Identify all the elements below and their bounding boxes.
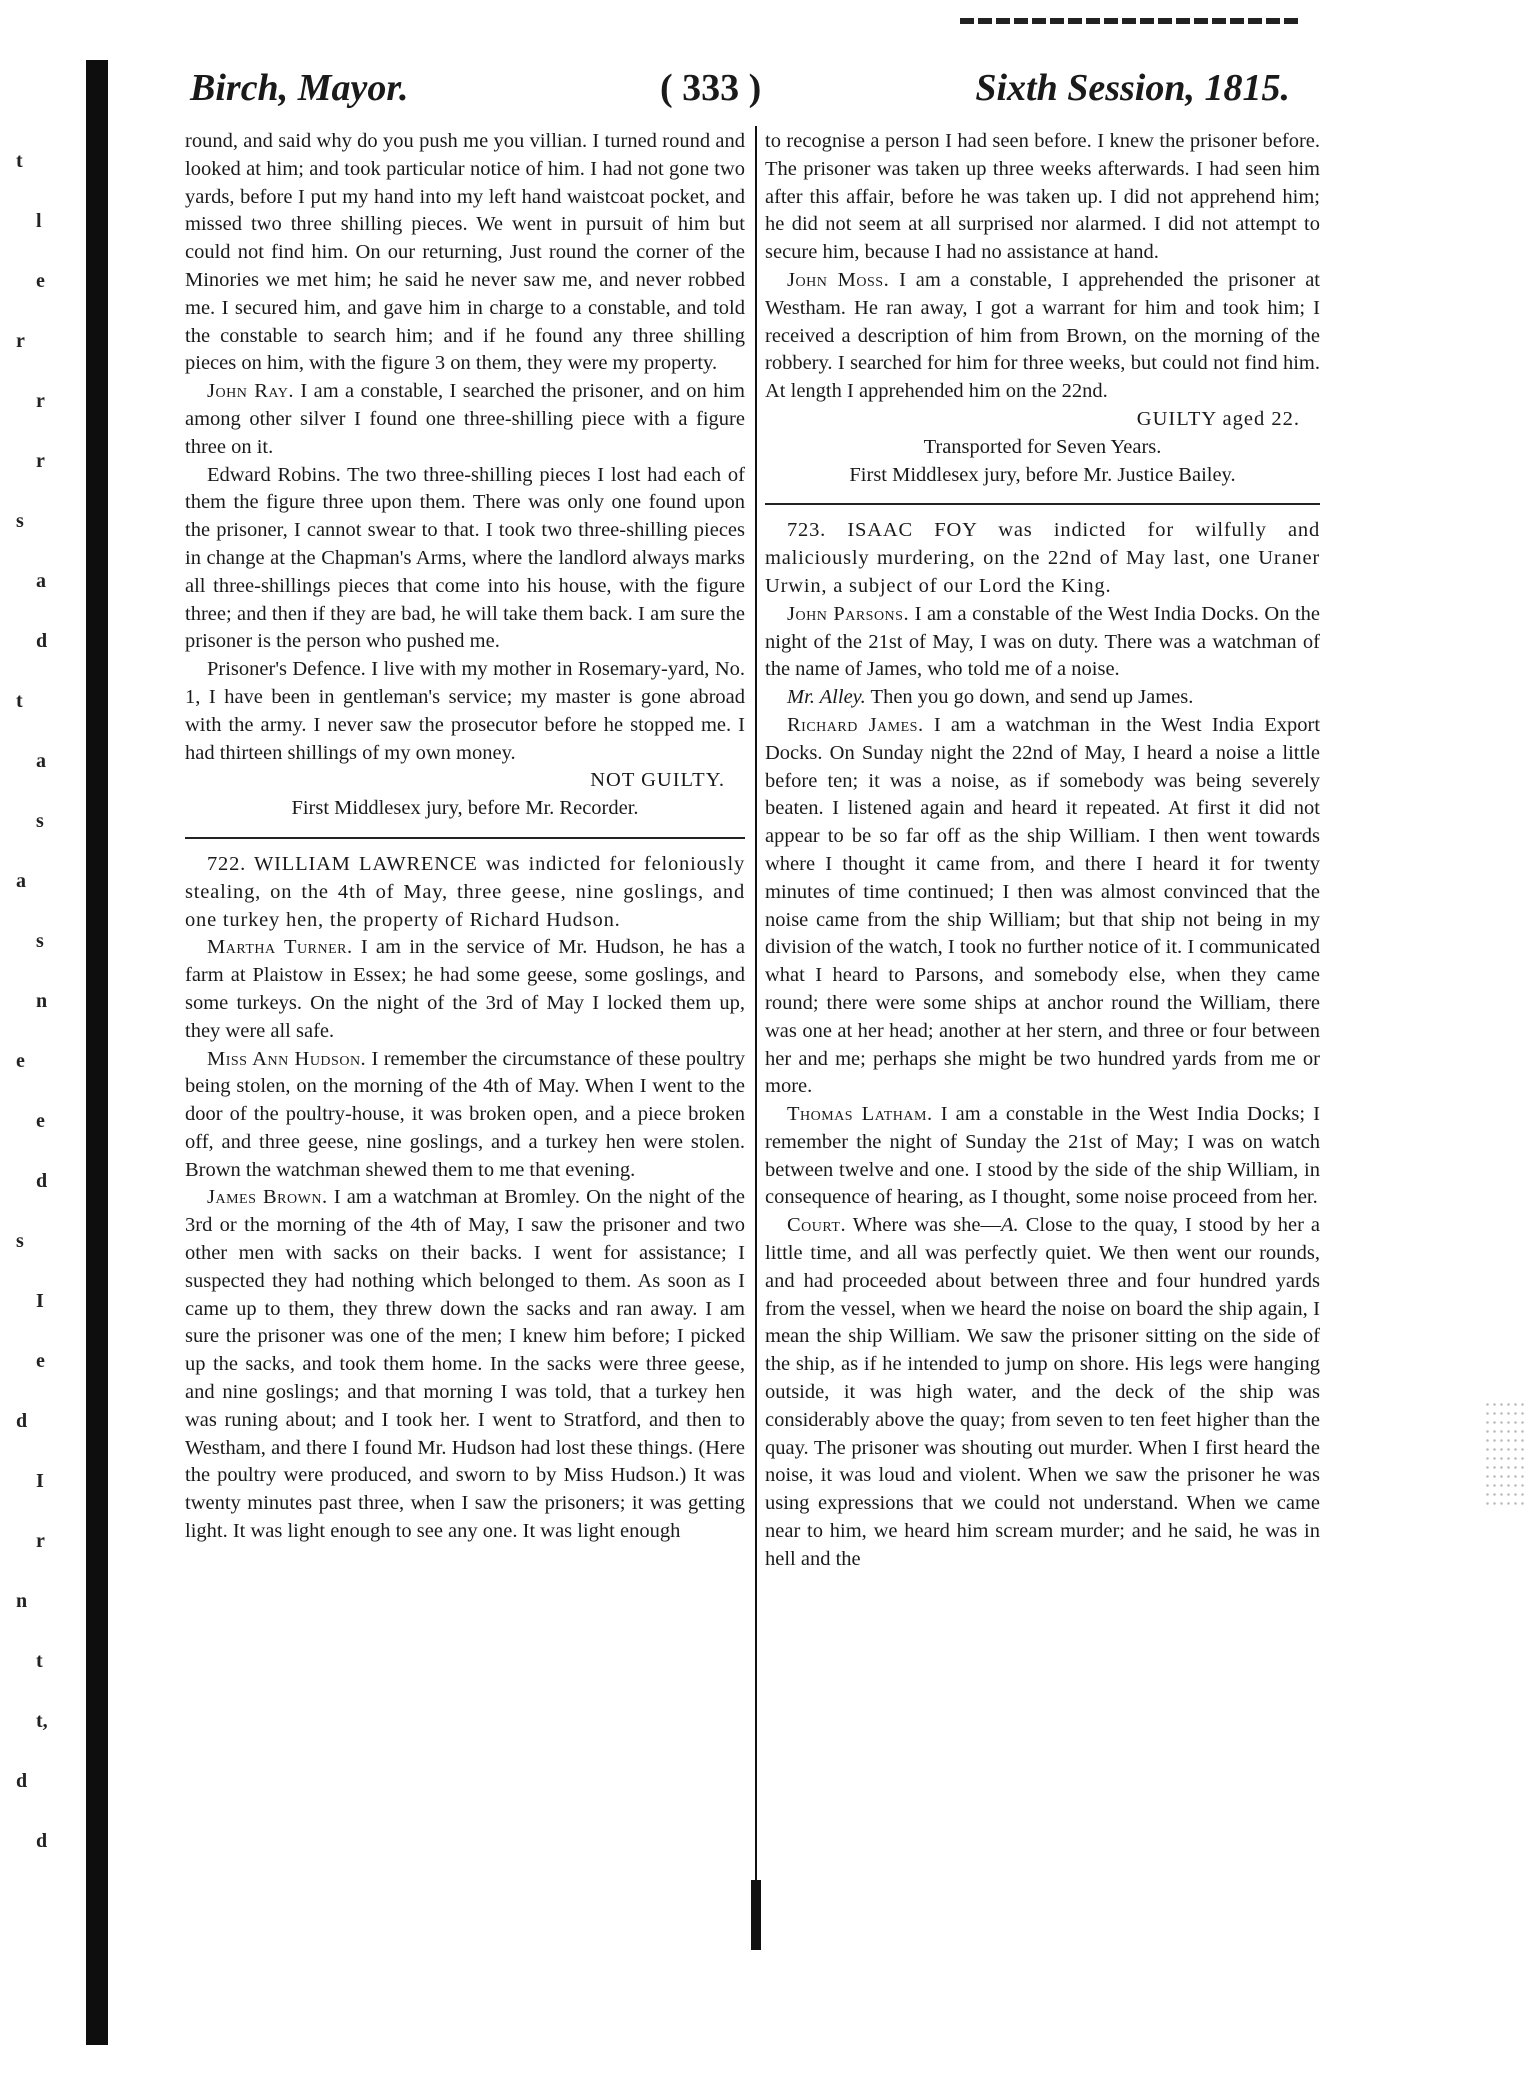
testimony: I am a constable, I apprehended the prisoner at Westham. He ran away, I got a warrant for him and took him; I received a description of him from Brown, on the morning of the robbery. I searched for him for three weeks, but could not find him. At length I apprehended him on the 22nd. [765, 268, 1320, 403]
gutter-fragment: d [36, 1830, 48, 1852]
testimony: I live with my mother in Rosemary-yard, No. 1, I have been in gentleman's service; my master is gone abroad with the army. I never saw the prosecutor before he stopped me. I had thirteen shillings of my own money. [185, 658, 746, 764]
top-edge-mark [960, 18, 1300, 24]
gutter-fragment: a [36, 570, 46, 592]
gutter-fragment: r [36, 390, 45, 412]
paragraph [765, 712, 1320, 1101]
gutter-fragment: e [36, 1350, 45, 1372]
speaker-name: Martha Turner. [207, 936, 353, 959]
gutter-fragment: d [16, 1770, 28, 1792]
gutter-fragment: s [36, 930, 44, 952]
gutter-fragment: d [36, 630, 48, 652]
speaker-name: Mr. Alley. [787, 686, 866, 709]
gutter-fragment: r [16, 330, 25, 352]
gutter-fragment: e [36, 1110, 45, 1132]
case-separator [185, 837, 745, 839]
gutter-fragment: s [16, 1230, 24, 1252]
testimony: Close to the quay, I stood by her a little time, and all was perfectly quiet. We then went our rounds, and had proceeded about between three and four hundred yards from the vessel, when we heard the noise on board the ship again, I mean the ship William. We saw the prisoner sitting on the side of the ship, as if he intended to jump on shore. His legs were hanging outside, it was high water, and the deck of the ship was considerably above the quay; from seven to ten feet higher than the quay. The prisoner was shouting out murder. When I first heard the noise, it was loud and violent. When we saw the prisoner he was using expressions that we could not understand. When we came near to him, we heard him scream murder; and he said, he was in hell and the [765, 1214, 1320, 1570]
paragraph [185, 1184, 745, 1545]
paragraph [185, 378, 745, 461]
testimony: I am a watchman in the West India Export Docks. On Sunday night the 22nd of May, I heard a noise a little before ten; it was a noise, as if somebody was being severely beaten. I listened again and heard it repeated. At first it did not appear to be so far off as the ship William. I then went towards where I thought it came from, and there I heard it for twenty minutes of time continued; I then was almost convinced that the noise came from the ship William; but that ship not being in my division of the watch, I took no further notice of it. I communicated what I heard to Parsons, and somebody else, when they came round; there were some ships at anchor round the William, there was one at her head; another at her stern, and three or four between her and me; perhaps she might be two hundred yards from me or more. [765, 713, 1321, 1098]
header-right: Sixth Session, 1815. [975, 67, 1290, 109]
paragraph [765, 1212, 1320, 1573]
gutter-fragment: a [16, 870, 26, 892]
speaker-name: Edward Robins. [207, 463, 341, 486]
paragraph: round, and said why do you push me you villian. I turned round and looked at him; and took particular notice of him. I had not gone two yards, before I put my hand into my left hand waistcoat pocket, and missed two three shilling pieces. We went in pursuit of him but could not find him. On our returning, Just round the corner of the Minories we met him; he said he never saw me, and never robbed me. I secured him, and gave him in charge to a constable, and told the constable to search him; and if he found any three shilling pieces on him, with the figure 3 on them, they were my property. [185, 130, 745, 375]
gutter-fragment: t [36, 1650, 43, 1672]
header-left: Birch, Mayor. [190, 67, 409, 109]
gutter-fragment: I [36, 1290, 44, 1312]
gutter-fragment: n [36, 990, 48, 1012]
speaker-name: Prisoner's Defence. [207, 658, 366, 681]
answer-marker: A. [1001, 1214, 1019, 1237]
left-column [185, 128, 745, 1546]
paragraph [185, 462, 745, 657]
gutter-fragment: s [16, 510, 24, 532]
gutter-fragment: r [36, 450, 45, 472]
column-divider [755, 126, 757, 1906]
case-separator [765, 503, 1320, 505]
sentence: Transported for Seven Years. [923, 435, 1162, 458]
paragraph [185, 934, 745, 1045]
paragraph [765, 267, 1320, 406]
gutter-letter-fragments [6, 150, 76, 1950]
gutter-fragment: e [36, 270, 45, 292]
gutter-fragment: I [36, 1470, 44, 1492]
binding-shadow [86, 60, 108, 2045]
gutter-fragment: e [16, 1050, 25, 1072]
jury-note: First Middlesex jury, before Mr. Recorder. [291, 797, 639, 820]
testimony: I am a constable in the West India Docks; I remember the night of Sunday the 21st of May; I was on watch between twelve and one. I stood by the side of the ship William, in consequence of hearing, as I thought, some noise proceed from her. [765, 1103, 1321, 1209]
testimony: The two three-shilling pieces I lost had each of them the figure three upon them. There was only one found upon the prisoner, I cannot swear to that. I took two three-shilling pieces in change at the Chapman's Arms, where the landlord always marks all three-shillings pieces that come into his house, with the figure three; and then if they are bad, he will take them back. I am sure the prisoner is the person who pushed me. [185, 463, 745, 653]
gutter-fragment: n [16, 1590, 28, 1612]
testimony: I remember the circumstance of these poultry being stolen, on the morning of the 4th of May. When I went to the door of the poultry-house, it was broken open, and a piece broken off, and three geese, nine goslings, and a turkey hen were stolen. Brown the watchman shewed them to me that evening. [185, 1047, 746, 1181]
gutter-fragment: t, [36, 1710, 48, 1732]
page-number: ( 333 ) [660, 67, 762, 109]
gutter-fragment: t [16, 150, 23, 172]
paragraph: to recognise a person I had seen before. I knew the prisoner before. The prisoner was taken up three weeks afterwards. I had seen him after this affair, before he was taken up. I did not apprehend him; he did not seem at all surprised nor alarmed. I did not attempt to secure him, because I had no assistance at hand. [765, 130, 1320, 264]
speaker-name: Thomas Latham. [787, 1103, 933, 1126]
testimony: I am a constable, I searched the prisoner, and on him among other silver I found one three-shilling piece with a figure three on it. [185, 380, 746, 458]
speaker-name: John Ray. [207, 380, 294, 403]
paragraph [185, 656, 745, 767]
paragraph [185, 1046, 745, 1185]
speaker-name: James Brown. [207, 1186, 328, 1209]
case-heading: 722. WILLIAM LAWRENCE was indicted for feloniously stealing, on the 4th of May, three geese, nine goslings, and one turkey hen, the property of Richard Hudson. [185, 852, 745, 931]
testimony: I am a watchman at Bromley. On the night of the 3rd or the morning of the 4th of May, I saw the prisoner and two other men with sacks on their backs. I went for assistance; I suspected they had nothing which belonged to them. As soon as I came up to them, they threw down the sacks and ran away. I am sure the prisoner was one of the men; I knew him before; I picked up the sacks, and took them home. In the sacks were three geese, and nine goslings; and that morning I was told, that a turkey hen was runing about; and I took her. I went to Stratford, and then to Westham, and there I found Mr. Hudson had lost these things. (Here the poultry were produced, and sworn to by Miss Hudson.) It was twenty minutes past three, when I saw the prisoners; it was getting light. It was light enough to see any one. It was light enough [185, 1186, 746, 1543]
gutter-fragment: a [36, 750, 46, 772]
scan-noise [1484, 1400, 1524, 1510]
column-divider-end [751, 1880, 761, 1950]
speaker-name: Richard James. [787, 713, 924, 736]
running-header [190, 66, 1290, 116]
speaker-name: Court. [787, 1214, 847, 1237]
gutter-fragment: r [36, 1530, 45, 1552]
testimony: I am in the service of Mr. Hudson, he has a farm at Plaistow in Essex; he had some geese, some goslings, and some turkeys. On the night of the 3rd of May I locked them up, they were all safe. [185, 936, 745, 1042]
gutter-fragment: l [36, 210, 42, 232]
verdict: NOT GUILTY. [590, 769, 725, 792]
testimony: Then you go down, and send up James. [870, 686, 1194, 709]
question: Where was she— [852, 1214, 1002, 1237]
verdict: GUILTY aged 22. [1136, 407, 1300, 430]
speaker-name: John Parsons. [787, 602, 910, 625]
speaker-name: John Moss. [787, 268, 890, 291]
case-heading: 723. ISAAC FOY was indicted for wilfully and maliciously murdering, on the 22nd of May last, one Uraner Urwin, a subject of our Lord the King. [765, 519, 1320, 597]
right-column [765, 128, 1320, 1574]
testimony: I am a constable of the West India Docks. On the night of the 21st of May, I was on duty. There was a watchman of the name of James, who told me of a noise. [765, 602, 1321, 681]
paragraph [765, 1101, 1320, 1212]
gutter-fragment: d [16, 1410, 28, 1432]
paragraph [765, 601, 1320, 684]
speaker-name: Miss Ann Hudson. [207, 1047, 367, 1070]
jury-note: First Middlesex jury, before Mr. Justice Bailey. [849, 463, 1236, 486]
gutter-fragment: s [36, 810, 44, 832]
gutter-fragment: d [36, 1170, 48, 1192]
gutter-fragment: t [16, 690, 23, 712]
paragraph [765, 684, 1320, 712]
